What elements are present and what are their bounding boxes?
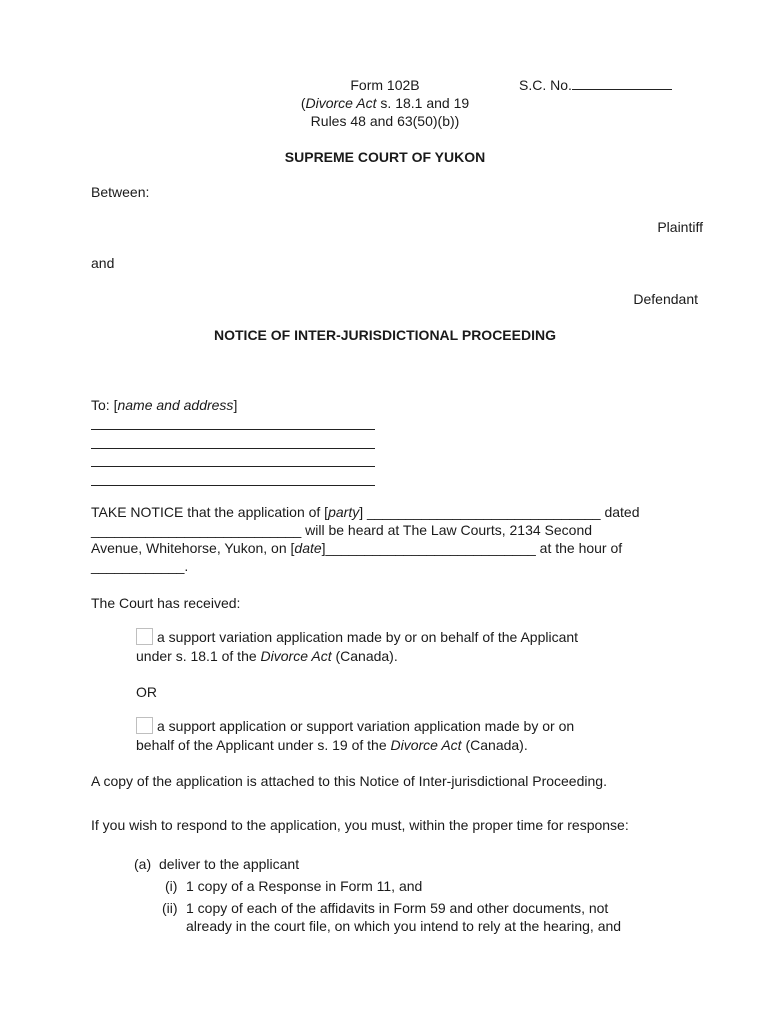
take-notice-line-2: ___________________________ will be heard at The Law Courts, 2134 Second [91,522,593,538]
list-item-a-marker: (a) [134,856,152,872]
list-item-ii-line-1: 1 copy of each of the affidavits in Form 59 and other documents, not [186,900,609,916]
option-2-line-1: a support application or support variation application made by or on [136,717,574,735]
date-placeholder: date [294,540,322,556]
take-notice-line-1: TAKE NOTICE that the application of [party] ______________________________ dated [91,504,640,520]
act-reference: (Divorce Act s. 18.1 and 19 [300,95,470,111]
address-line-4[interactable] [91,485,375,486]
form-number: Form 102B [350,77,420,93]
list-item-ii-marker: (ii) [162,900,178,916]
option-2-line-2: behalf of the Applicant under s. 19 of the Divorce Act (Canada). [136,737,528,753]
sc-number-field[interactable] [572,77,672,90]
respond-intro: If you wish to respond to the application, you must, within the proper time for response: [91,817,629,833]
plaintiff-label: Plaintiff [657,219,703,235]
sc-number [519,76,672,94]
option-1-line-1: a support variation application made by or on behalf of the Applicant [136,628,578,646]
court-received: The Court has received: [91,595,241,611]
address-line-2[interactable] [91,448,375,449]
sc-number-label: S.C. No. [519,77,572,93]
list-item-i-marker: (i) [165,878,178,894]
court-name: SUPREME COURT OF YUKON [284,149,486,165]
and-label: and [91,255,115,271]
copy-attached: A copy of the application is attached to this Notice of Inter-jurisdictional Proceeding. [91,773,607,789]
to-line: To: [name and address] [91,397,238,413]
act-name: Divorce Act [305,95,377,111]
take-notice-line-4: ____________. [91,558,189,574]
take-notice-line-3: Avenue, Whitehorse, Yukon, on [date]___________________________ at the hour of [91,540,623,556]
between-label: Between: [91,184,150,200]
list-item-ii-line-2: already in the court file, on which you intend to rely at the hearing, and [186,918,622,934]
list-item-a: deliver to the applicant [159,856,300,872]
rules-reference: Rules 48 and 63(50)(b)) [310,113,460,129]
option-2-checkbox[interactable] [136,717,153,734]
name-address-placeholder: name and address [117,397,234,413]
option-1-line-2: under s. 18.1 of the Divorce Act (Canada). [136,648,398,664]
address-line-3[interactable] [91,466,375,467]
notice-title: NOTICE OF INTER-JURISDICTIONAL PROCEEDING [214,327,556,343]
party-placeholder: party [328,504,360,520]
defendant-label: Defendant [633,291,698,307]
or-label: OR [136,684,157,700]
option-1-checkbox[interactable] [136,628,153,645]
list-item-i: 1 copy of a Response in Form 11, and [186,878,423,894]
address-line-1[interactable] [91,429,375,430]
